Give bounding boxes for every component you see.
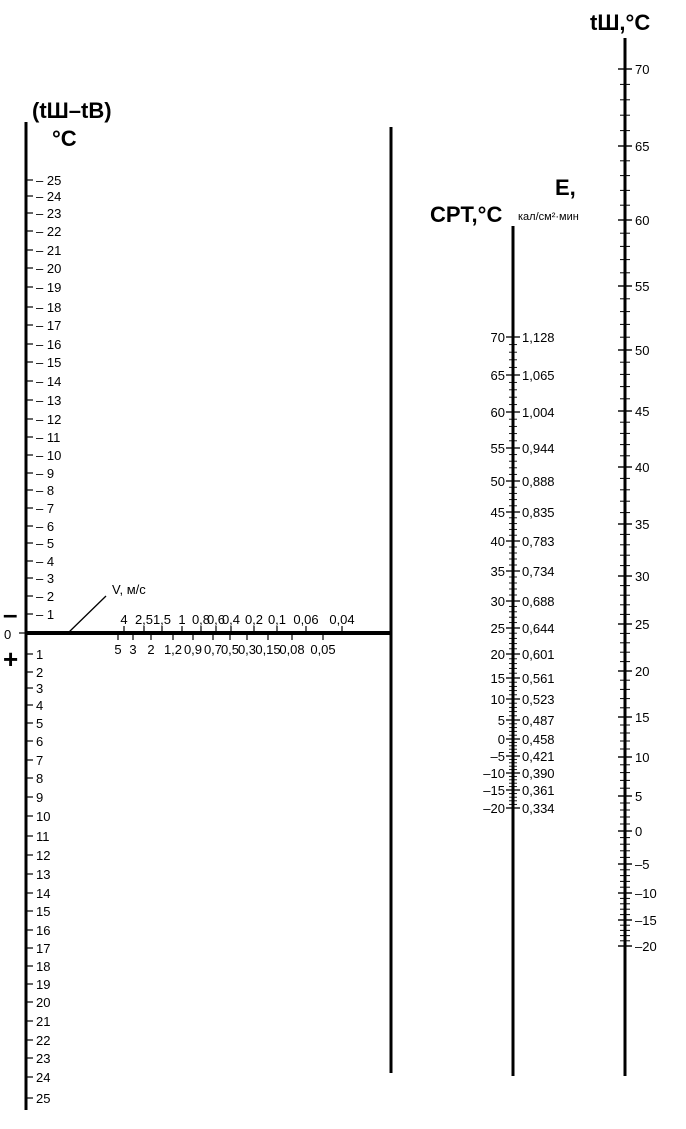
velocity-upper-label: 0,6 [206,612,226,627]
velocity-scale [26,127,392,1073]
diff-negative-label: – 10 [36,448,62,463]
diff-positive-label: 9 [36,790,44,805]
diff-positive-labels [36,647,50,1106]
tsh-label: 0 [635,824,643,839]
velocity-lower-label: 0,15 [255,642,281,657]
velocity-title-leader [68,596,106,633]
diff-positive-label: 22 [36,1033,51,1048]
velocity-lower-label: 2 [147,642,155,657]
e-label: 0,390 [522,766,555,781]
diff-positive-label: 21 [36,1014,51,1029]
velocity-lower-label: 0,9 [183,642,203,657]
tsh-label: 30 [635,569,650,584]
e-label: 0,458 [522,732,555,747]
diff-negative-label: – 4 [36,554,55,569]
tsh-label: 20 [635,664,650,679]
cpt-axis-title: CPT,°C [430,202,503,227]
diff-negative-label: – 8 [36,483,55,498]
diff-negative-label: – 1 [36,607,55,622]
velocity-axis-title: V, м/c [112,582,146,597]
diff-positive-label: 10 [36,809,51,824]
e-label: 0,421 [522,749,555,764]
tsh-label: 5 [635,789,643,804]
minus-sign: – [3,599,18,629]
diff-negative-label: – 7 [36,501,55,516]
diff-positive-label: 12 [36,848,51,863]
velocity-upper-label: 1 [178,612,186,627]
velocity-upper-label: 4 [120,612,128,627]
diff-negative-label: – 25 [36,173,62,188]
cpt-label: 15 [490,671,505,686]
tsh-label: 25 [635,617,650,632]
e-labels [522,330,555,816]
tsh-label: 15 [635,710,650,725]
tsh-axis-title: tШ,°C [590,10,651,35]
e-axis-unit: кал/см²·мин [518,211,579,223]
diff-positive-label: 6 [36,734,44,749]
diff-positive-label: 7 [36,753,44,768]
tsh-label: 45 [635,404,650,419]
cpt-label: 0 [497,732,505,747]
diff-positive-label: 4 [36,698,44,713]
diff-positive-label: 2 [36,665,44,680]
diff-negative-label: – 13 [36,393,62,408]
diff-negative-labels [36,173,61,622]
diff-negative-label: – 18 [36,300,62,315]
velocity-lower-label: 0,7 [203,642,223,657]
e-label: 0,944 [522,441,555,456]
tsh-label: 40 [635,460,650,475]
cpt-label: 45 [490,505,505,520]
cpt-label: 55 [490,441,505,456]
plus-sign: + [3,644,19,674]
diff-negative-label: – 6 [36,519,55,534]
velocity-lower-label: 0,08 [279,642,305,657]
tsh-label: 50 [635,343,650,358]
e-axis-title: E, [555,175,576,200]
tsh-label: –20 [635,939,657,954]
tsh-label: –5 [635,857,650,872]
tsh-label: –10 [635,886,657,901]
cpt-labels [483,330,505,816]
e-label: 0,835 [522,505,555,520]
cpt-label: 50 [490,474,505,489]
e-label: 0,361 [522,783,555,798]
velocity-upper-label: 0,04 [329,612,355,627]
velocity-upper-labels [120,612,354,627]
diff-positive-label: 5 [36,716,44,731]
e-label: 0,734 [522,564,555,579]
tsh-label: 10 [635,750,650,765]
diff-positive-label: 20 [36,995,51,1010]
velocity-upper-label: 2,5 [134,612,154,627]
diff-negative-label: – 12 [36,412,62,427]
diff-positive-label: 24 [36,1070,51,1085]
e-label: 1,128 [522,330,555,345]
diff-negative-label: – 19 [36,280,62,295]
tsh-label: 70 [635,62,650,77]
e-label: 0,487 [522,713,555,728]
e-label: 0,888 [522,474,555,489]
velocity-lower-label: 0,05 [310,642,336,657]
diff-positive-label: 14 [36,886,51,901]
diff-negative-label: – 2 [36,589,55,604]
e-label: 1,065 [522,368,555,383]
diff-negative-label: – 23 [36,206,62,221]
cpt-label: 5 [497,713,505,728]
diff-negative-label: – 24 [36,189,62,204]
cpt-label: –10 [483,766,505,781]
diff-zero-label: 0 [4,627,12,642]
diff-negative-label: – 11 [36,430,61,445]
tsh-label: 55 [635,279,650,294]
diff-positive-label: 8 [36,771,44,786]
velocity-upper-label: 0,06 [293,612,319,627]
diff-negative-label: – 5 [36,536,55,551]
cpt-label: –5 [490,749,505,764]
diff-positive-label: 18 [36,959,51,974]
velocity-lower-label: 0,3 [237,642,257,657]
cpt-label: 70 [490,330,505,345]
velocity-lower-labels [114,642,335,657]
tsh-labels [635,62,657,954]
velocity-upper-label: 1,5 [152,612,172,627]
tsh-label: 65 [635,139,650,154]
cpt-label: 35 [490,564,505,579]
diff-positive-label: 25 [36,1091,51,1106]
diff-negative-label: – 17 [36,318,62,333]
diff-positive-label: 1 [36,647,44,662]
cpt-label: 65 [490,368,505,383]
tsh-label: 60 [635,213,650,228]
velocity-lower-label: 0,5 [220,642,240,657]
velocity-upper-label: 0,1 [267,612,287,627]
e-label: 0,334 [522,801,555,816]
velocity-lower-label: 1,2 [163,642,183,657]
cpt-label: 20 [490,647,505,662]
diff-positive-label: 3 [36,681,44,696]
diff-negative-label: – 15 [36,355,62,370]
diff-scale [3,98,112,1110]
e-label: 0,561 [522,671,555,686]
tsh-label: –15 [635,913,657,928]
diff-axis-unit: °C [52,126,77,151]
diff-negative-label: – 21 [36,243,62,258]
diff-negative-label: – 16 [36,337,62,352]
cpt-label: 25 [490,621,505,636]
e-label: 1,004 [522,405,555,420]
cpt-label: 60 [490,405,505,420]
diff-positive-label: 15 [36,904,51,919]
diff-negative-label: – 20 [36,261,62,276]
diff-positive-label: 19 [36,977,51,992]
diff-negative-label: – 14 [36,374,62,389]
velocity-upper-label: 0,8 [191,612,211,627]
cpt-label: –20 [483,801,505,816]
e-label: 0,601 [522,647,555,662]
e-label: 0,688 [522,594,555,609]
velocity-lower-label: 3 [129,642,137,657]
e-label: 0,523 [522,692,555,707]
cpt-label: –15 [483,783,505,798]
cpt-label: 40 [490,534,505,549]
velocity-upper-label: 0,4 [221,612,241,627]
tsh-label: 35 [635,517,650,532]
diff-positive-label: 11 [36,829,50,844]
cpt-label: 30 [490,594,505,609]
diff-negative-label: – 3 [36,571,55,586]
e-label: 0,783 [522,534,555,549]
diff-negative-label: – 22 [36,224,62,239]
diff-positive-label: 17 [36,941,51,956]
diff-positive-label: 13 [36,867,51,882]
velocity-lower-label: 5 [114,642,122,657]
diff-axis-title: (tШ–tВ) [32,98,112,123]
diff-negative-label: – 9 [36,466,55,481]
e-label: 0,644 [522,621,555,636]
cpt-e-scale [430,175,579,1076]
diff-positive-label: 23 [36,1051,51,1066]
cpt-label: 10 [490,692,505,707]
diff-positive-label: 16 [36,923,51,938]
tsh-scale [590,10,657,1076]
velocity-upper-label: 0,2 [244,612,264,627]
